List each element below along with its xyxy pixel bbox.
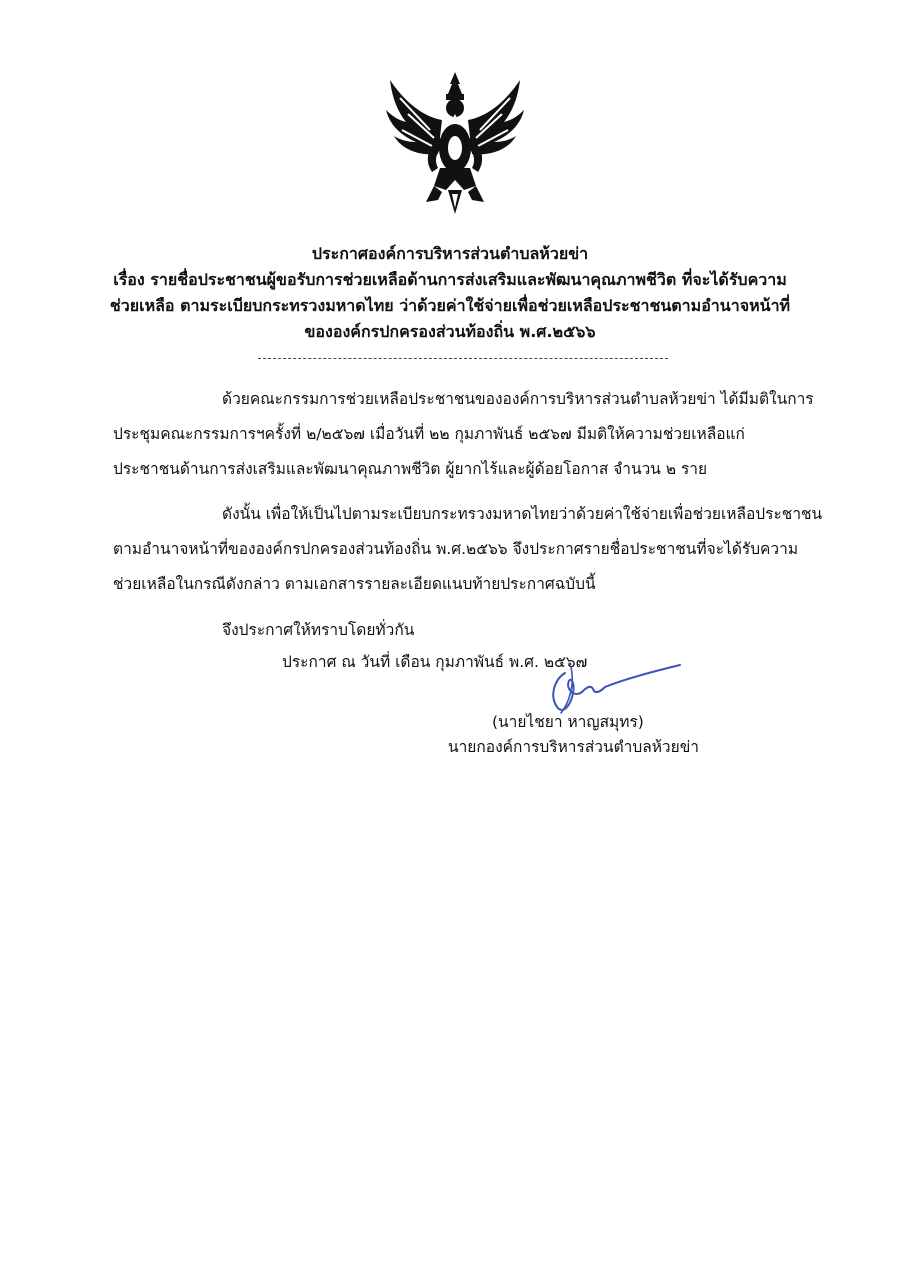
closing-line: จึงประกาศให้ทราบโดยทั่วกัน: [222, 621, 415, 639]
signer-name: (นายไชยา หาญสมุทร): [492, 713, 644, 731]
date-line: ประกาศ ณ วันที่ เดือน กุมภาพันธ์ พ.ศ. ๒๕๖๗: [282, 653, 588, 671]
garuda-emblem: [380, 68, 530, 218]
paragraph2-line3: ช่วยเหลือในกรณีดังกล่าว ตามเอกสารรายละเอียดแนบท้ายประกาศฉบับนี้: [113, 575, 596, 593]
subject-line-2: ช่วยเหลือ ตามระเบียบกระทรวงมหาดไทย ว่าด้วยค่าใช้จ่ายเพื่อช่วยเหลือประชาชนตามอำนาจหน้าที่: [109, 296, 791, 315]
paragraph1-line2: ประชุมคณะกรรมการฯครั้งที่ ๒/๒๕๖๗ เมื่อวันที่ ๒๒ กุมภาพันธ์ ๒๕๖๗ มีมติให้ความช่วยเหลือแก่: [113, 425, 745, 443]
paragraph1-line3: ประชาชนด้านการส่งเสริมและพัฒนาคุณภาพชีวิต ผู้ยากไร้และผู้ด้อยโอกาส จำนวน ๒ ราย: [113, 460, 708, 478]
subject-line-1: เรื่อง รายชื่อประชาชนผู้ขอรับการช่วยเหลือด้านการส่งเสริมและพัฒนาคุณภาพชีวิต ที่จะได้รับความ: [113, 270, 787, 289]
paragraph1-line1: ด้วยคณะกรรมการช่วยเหลือประชาชนขององค์การบริหารส่วนตำบลห้วยข่า ได้มีมติในการ: [222, 390, 814, 408]
subject-line-3: ขององ​ค์กรปกครองส่วนท้องถิ่น พ.ศ.๒๕๖๖: [304, 322, 596, 341]
signer-position: นายกองค์การบริหารส่วนตำบลห้วยข่า: [448, 738, 700, 756]
paragraph2-line1: ดังนั้น เพื่อให้เป็นไปตามระเบียบกระทรวงมหาดไทยว่าด้วยค่าใช้จ่ายเพื่อช่วยเหลือประชาชน: [222, 505, 823, 523]
paragraph2-line2: ตามอำนาจหน้าที่ขององค์กรปกครองส่วนท้องถิ่น พ.ศ.๒๕๖๖ จึงประกาศรายชื่อประชาชนที่จะได้รับความ: [113, 540, 799, 558]
announcement-title: ประกาศองค์การบริหารส่วนตำบลห้วยข่า: [311, 244, 589, 263]
title-divider: [258, 358, 668, 359]
